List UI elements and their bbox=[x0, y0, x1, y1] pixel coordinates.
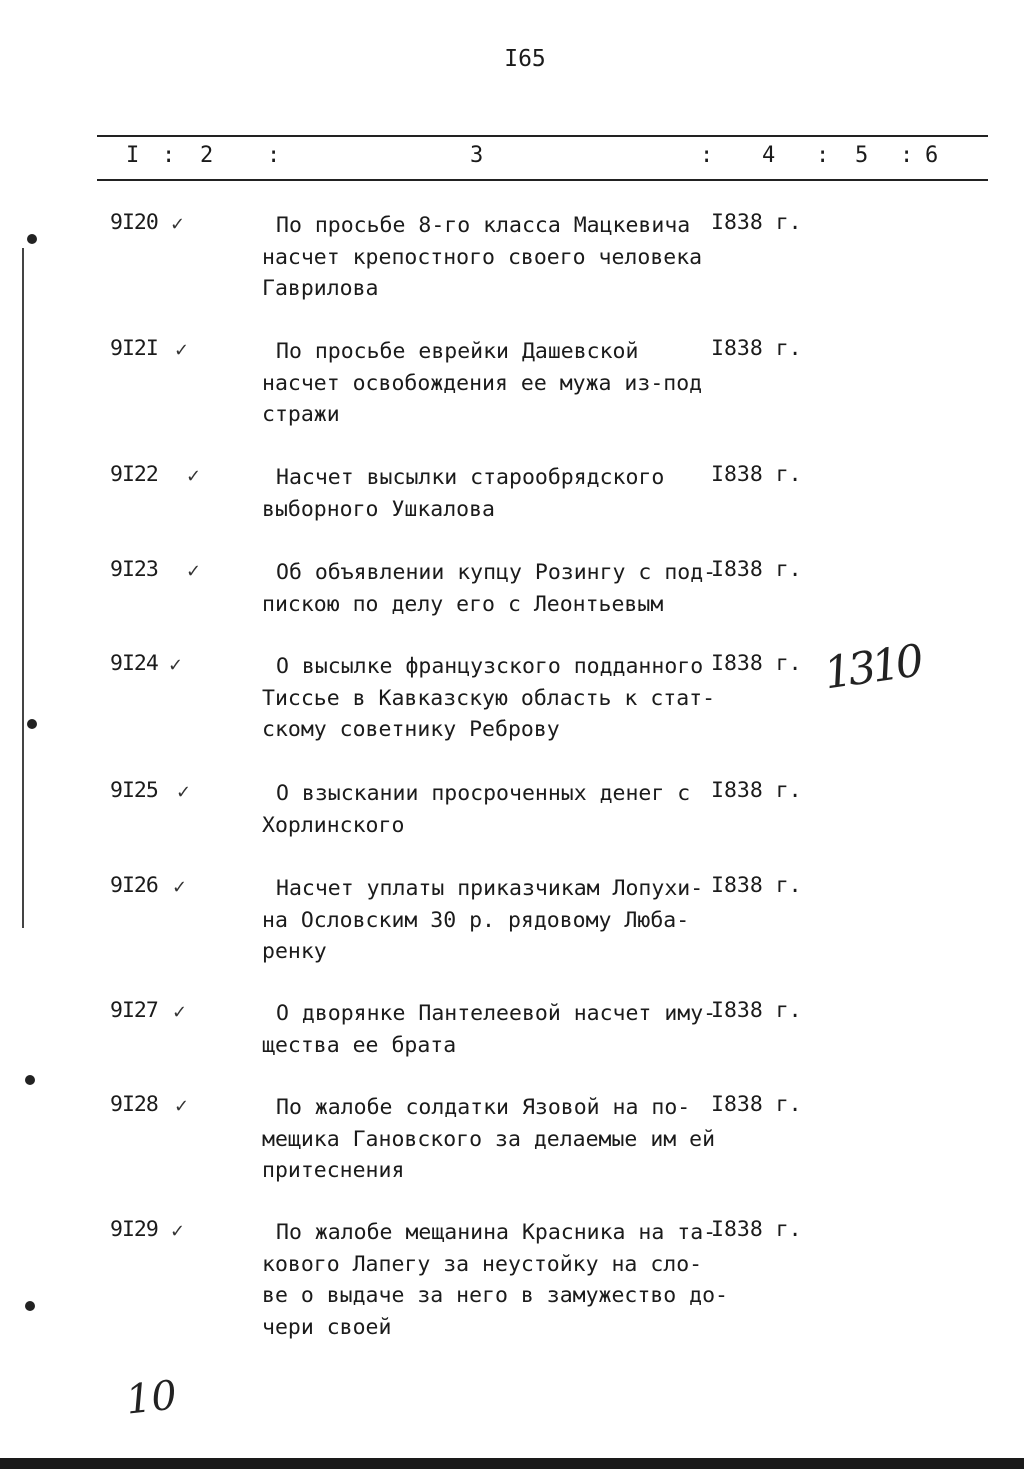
header-rule-top bbox=[97, 135, 988, 137]
entry-line: По просьбе еврейки Дашевской bbox=[276, 339, 639, 364]
entry-line: кового Лапегу за неустойку на сло- bbox=[262, 1251, 703, 1277]
header-sep-4: : bbox=[816, 143, 830, 168]
entry-line: О высылке французского подданного bbox=[276, 654, 704, 679]
punch-hole bbox=[27, 234, 37, 244]
entry-description bbox=[262, 873, 732, 968]
header-col-6: 6 bbox=[925, 143, 939, 168]
entry-date: I838 г. bbox=[711, 1092, 802, 1117]
punch-hole bbox=[27, 719, 37, 729]
entry-line: притеснения bbox=[262, 1158, 405, 1183]
entry-line: По жалобе мещанина Красника на та- bbox=[276, 1220, 717, 1245]
handwritten-footer-mark: 10 bbox=[123, 1372, 180, 1424]
header-sep-5: : bbox=[900, 143, 914, 168]
entry-line: насчет крепостного своего человека bbox=[262, 244, 703, 270]
entry-line: Насчет высылки старообрядского bbox=[276, 465, 665, 490]
header-col-5: 5 bbox=[855, 143, 869, 168]
header-sep-3: : bbox=[700, 143, 714, 168]
checkmark-icon: ✓ bbox=[170, 214, 186, 235]
entry-number: 9I27 bbox=[110, 998, 158, 1023]
entry-description bbox=[262, 651, 732, 746]
entry-line: Об объявлении купцу Розингу с под- bbox=[276, 560, 717, 585]
entry-date: I838 г. bbox=[711, 998, 802, 1023]
checkmark-icon: ✓ bbox=[174, 340, 190, 361]
entry-date: I838 г. bbox=[711, 873, 802, 898]
punch-hole bbox=[25, 1301, 35, 1311]
entry-line: мещика Гановского за делаемые им ей bbox=[262, 1126, 716, 1152]
entry-number: 9I26 bbox=[110, 873, 158, 898]
checkmark-icon: ✓ bbox=[186, 466, 202, 487]
entry-line: ренку bbox=[262, 939, 327, 964]
checkmark-icon: ✓ bbox=[168, 655, 184, 676]
header-col-4: 4 bbox=[762, 143, 776, 168]
entry-line: на Ословским 30 р. рядовому Люба- bbox=[262, 907, 690, 933]
header-col-2: 2 bbox=[200, 143, 214, 168]
header-col-3: 3 bbox=[470, 143, 484, 168]
entry-line: щества ее брата bbox=[262, 1032, 457, 1058]
entry-date: I838 г. bbox=[711, 651, 802, 676]
entry-line: чери своей bbox=[262, 1314, 392, 1340]
scan-edge bbox=[0, 1458, 1024, 1469]
entry-date: I838 г. bbox=[711, 557, 802, 582]
entry-line: ве о выдаче за него в замужество до- bbox=[262, 1283, 728, 1308]
punch-hole bbox=[25, 1075, 35, 1085]
entry-line: Гаврилова bbox=[262, 276, 379, 301]
entry-line: Тиссье в Кавказскую область к стат- bbox=[262, 685, 716, 711]
page-number: I65 bbox=[504, 46, 546, 72]
handwritten-total: 1310 bbox=[820, 635, 924, 700]
header-col-1: I bbox=[126, 143, 140, 168]
entry-number: 9I28 bbox=[110, 1092, 158, 1117]
column-header-row bbox=[0, 143, 1024, 173]
checkmark-icon: ✓ bbox=[172, 877, 188, 898]
entry-date: I838 г. bbox=[711, 778, 802, 803]
checkmark-icon: ✓ bbox=[176, 782, 192, 803]
header-sep-2: : bbox=[267, 143, 281, 168]
checkmark-icon: ✓ bbox=[186, 561, 202, 582]
entry-description bbox=[262, 778, 732, 841]
entry-date: I838 г. bbox=[711, 1217, 802, 1242]
checkmark-icon: ✓ bbox=[170, 1221, 186, 1242]
entry-line: насчет освобождения ее мужа из-под bbox=[262, 370, 703, 396]
entry-description bbox=[262, 210, 732, 305]
checkmark-icon: ✓ bbox=[174, 1096, 190, 1117]
entry-description bbox=[262, 462, 732, 525]
entry-line: Хорлинского bbox=[262, 812, 405, 838]
header-sep-1: : bbox=[162, 143, 176, 168]
entry-number: 9I22 bbox=[110, 462, 158, 487]
entry-line: пискою по делу его с Леонтьевым bbox=[262, 591, 664, 617]
entry-description bbox=[262, 336, 732, 431]
entry-number: 9I29 bbox=[110, 1217, 158, 1242]
entry-number: 9I2I bbox=[110, 336, 158, 361]
entry-number: 9I25 bbox=[110, 778, 158, 803]
entry-line: стражи bbox=[262, 402, 340, 427]
entry-line: выборного Ушкалова bbox=[262, 496, 495, 522]
entry-line: О дворянке Пантелеевой насчет иму- bbox=[276, 1001, 717, 1026]
entry-date: I838 г. bbox=[711, 336, 802, 361]
entry-number: 9I20 bbox=[110, 210, 158, 235]
entry-line: О взыскании просроченных денег с bbox=[276, 781, 691, 806]
entry-date: I838 г. bbox=[711, 462, 802, 487]
checkmark-icon: ✓ bbox=[172, 1002, 188, 1023]
entry-date: I838 г. bbox=[711, 210, 802, 235]
entry-number: 9I23 bbox=[110, 557, 158, 582]
header-rule-bottom bbox=[97, 179, 988, 181]
entry-line: Насчет уплаты приказчикам Лопухи- bbox=[276, 876, 704, 901]
entry-line: По просьбе 8-го класса Мацкевича bbox=[276, 213, 691, 238]
margin-line bbox=[22, 248, 24, 928]
entry-line: По жалобе солдатки Язовой на по- bbox=[276, 1095, 691, 1120]
entry-number: 9I24 bbox=[110, 651, 158, 676]
entry-description bbox=[262, 998, 732, 1061]
entry-description bbox=[262, 557, 732, 620]
entry-description bbox=[262, 1217, 732, 1343]
entry-description bbox=[262, 1092, 732, 1187]
entry-line: скому советнику Реброву bbox=[262, 717, 560, 742]
